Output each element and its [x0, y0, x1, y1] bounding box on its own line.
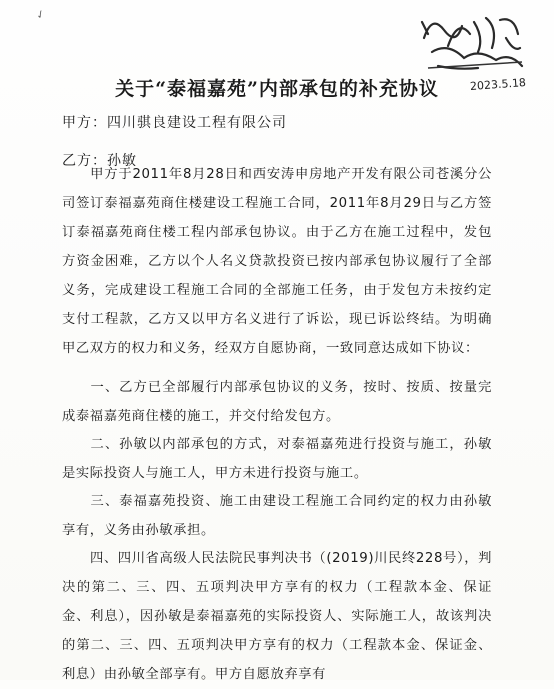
- party-a-name: 四川骐良建设工程有限公司: [107, 115, 287, 131]
- paragraph-text: 一、乙方已全部履行内部承包协议的义务，按时、按质、按量完成泰福嘉苑商住楼的施工，并交付给发包方。: [62, 380, 492, 424]
- clause-3-paragraph: [62, 487, 492, 545]
- clause-2-paragraph: [62, 430, 492, 488]
- party-b-label: 乙方：: [62, 153, 107, 169]
- clause-1-paragraph: [62, 373, 492, 431]
- paragraph-text: 四、四川省高级人民法院民事判决书（(2019)川民终228号），判决的第二、三、四、五项判决甲方享有的权力（工程款本金、保证金、利息），因孙敏是泰福嘉苑的实际投资人、实际施工人，故该判决的第二、三、四、五项判决甲方享有的权力（工程款本金、保证金、利息）由孙敏全部享有。甲方自愿放弃享有: [62, 551, 492, 682]
- paragraph-text: 二、孙敏以内部承包的方式，对泰福嘉苑进行投资与施工，孙敏是实际投资人与施工人，甲方未进行投资与施工。: [62, 437, 492, 481]
- stamp-date: 2023.5.18: [469, 76, 527, 93]
- company-seal-stamp: [418, 8, 528, 82]
- corner-check-mark: ✓: [33, 6, 48, 23]
- preamble-paragraph: [62, 160, 492, 363]
- paragraph-text: 三、泰福嘉苑投资、施工由建设工程施工合同约定的权力由孙敏享有，义务由孙敏承担。: [62, 494, 492, 538]
- party-a-line: [62, 112, 287, 132]
- document-title: 关于“泰福嘉苑”内部承包的补充协议: [115, 78, 439, 100]
- seal-handwriting-icon: [418, 8, 528, 82]
- party-b-name: 孙敏: [107, 153, 137, 169]
- party-a-label: 甲方：: [62, 115, 107, 131]
- paragraph-text: 甲方于2011年8月28日和西安涛申房地产开发有限公司苍溪分公司签订泰福嘉苑商住楼建设工程施工合同，2011年8月29日与乙方签订泰福嘉苑商住楼工程内部承包协议。由于乙方在施工过程中，发包方资金困难，乙方以个人名义贷款投资已按内部承包协议履行了全部义务，完成建设工程施工合同的全部施工任务，由于发包方未按约定支付工程款，乙方又以甲方名义进行了诉讼，现已诉讼终结。为明确甲乙双方的权力和义务，经双方自愿协商，一致同意达成如下协议：: [62, 167, 492, 356]
- clause-4-paragraph: [62, 544, 492, 689]
